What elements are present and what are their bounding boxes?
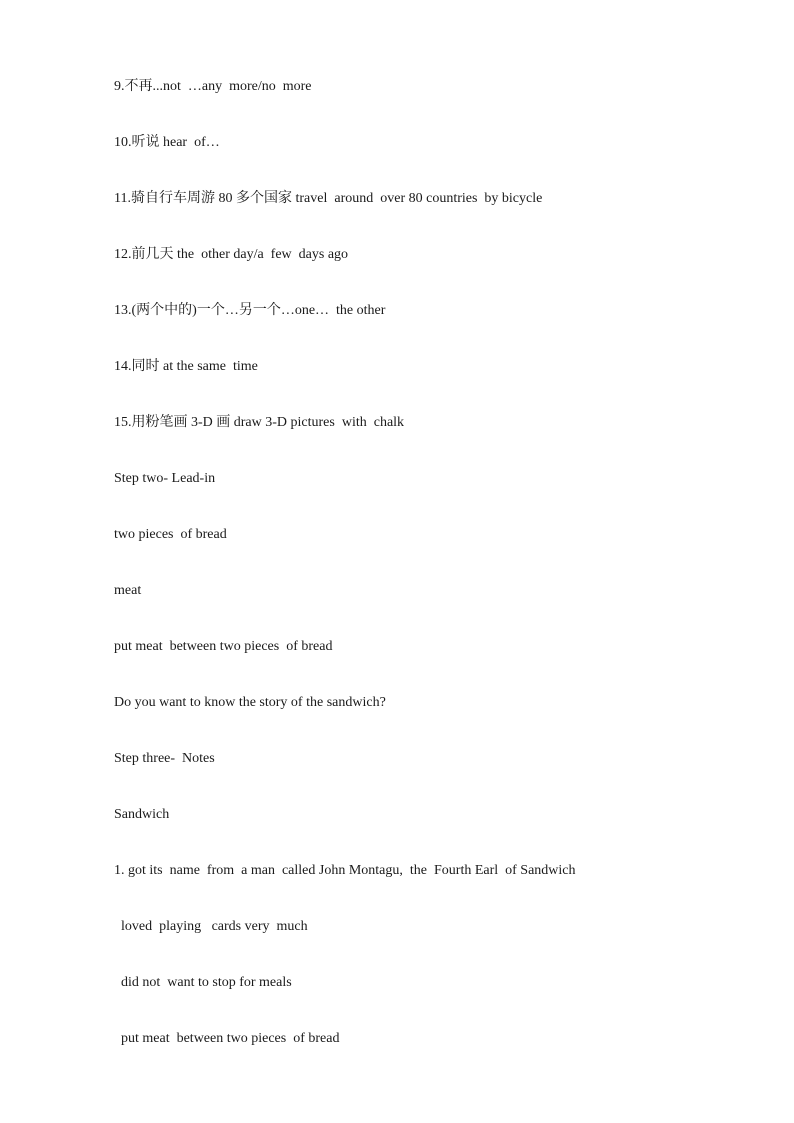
topic-title: Sandwich bbox=[114, 807, 170, 822]
text-line: 11.骑自行车周游 80 多个国家 travel around over 80 countries by bicycle bbox=[114, 191, 543, 206]
text-line: 10.听说 hear of… bbox=[114, 135, 220, 150]
document-body bbox=[114, 77, 576, 1085]
note-subitem: loved playing cards very much bbox=[121, 919, 308, 934]
text-line: 14.同时 at the same time bbox=[114, 359, 258, 374]
note-item: 1. got its name from a man called John Montagu, the Fourth Earl of Sandwich bbox=[114, 863, 576, 878]
question-line: Do you want to know the story of the sandwich? bbox=[114, 695, 386, 710]
note-subitem: put meat between two pieces of bread bbox=[121, 1031, 340, 1046]
note-subitem: did not want to stop for meals bbox=[121, 975, 292, 990]
text-line: 15.用粉笔画 3-D 画 draw 3-D pictures with chalk bbox=[114, 415, 405, 430]
section-heading: Step two- Lead-in bbox=[114, 471, 216, 486]
text-line: two pieces of bread bbox=[114, 527, 227, 542]
text-line: meat bbox=[114, 583, 142, 598]
text-line: 13.(两个中的)一个…另一个…one… the other bbox=[114, 303, 386, 318]
text-line: 12.前几天 the other day/a few days ago bbox=[114, 247, 349, 262]
section-heading: Step three- Notes bbox=[114, 751, 215, 766]
text-line: put meat between two pieces of bread bbox=[114, 639, 333, 654]
text-line: 9.不再...not …any more/no more bbox=[114, 79, 312, 94]
